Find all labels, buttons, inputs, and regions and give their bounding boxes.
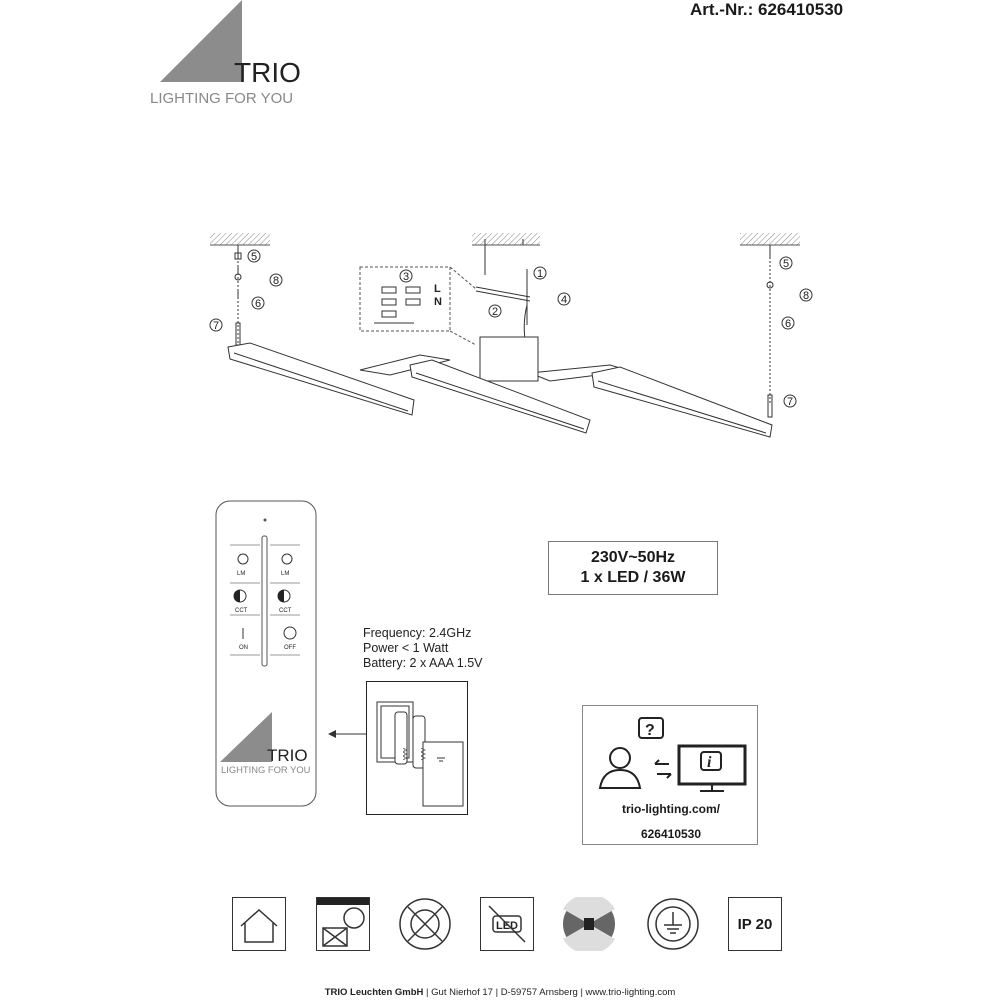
suspension-right (767, 245, 773, 417)
remote-power: Power < 1 Watt (363, 641, 449, 655)
led-spec: 1 x LED / 36W (580, 569, 686, 586)
remote-brand-tagline: LIGHTING FOR YOU (221, 764, 311, 775)
ceiling-right (740, 233, 800, 245)
info-code: 626410530 (640, 827, 702, 841)
remote-specs (363, 626, 483, 671)
step-5-left: 5 (251, 251, 258, 263)
brand-tagline: LIGHTING FOR YOU (150, 90, 294, 107)
footer-separator: | (495, 987, 499, 998)
article-number-value: 626410530 (758, 0, 844, 19)
remote-lm-up-label: LM (281, 571, 290, 577)
suspension-left (235, 245, 241, 345)
svg-text:i: i (707, 754, 712, 771)
trio-logo (150, 0, 320, 110)
indoor-use-icon (232, 897, 286, 951)
protection-class-1-icon (646, 897, 700, 951)
brand-name: TRIO (234, 57, 301, 88)
footer-address: Gut Nierhof 17 (431, 987, 493, 998)
step-2: 2 (492, 306, 499, 318)
step-1: 1 (537, 268, 544, 280)
arrow-icon (328, 728, 368, 740)
footer (0, 987, 1000, 998)
up-down-light-icon (562, 897, 616, 951)
person-icon (610, 748, 630, 768)
remote-cct-down-label: CCT (235, 608, 248, 614)
step-3: 3 (403, 271, 410, 283)
ceiling-left (210, 233, 270, 245)
ip-rating: IP 20 (737, 915, 773, 933)
step-8-right: 8 (803, 290, 810, 302)
info-url: trio-lighting.com/ (622, 802, 720, 816)
fixture-body (228, 337, 772, 437)
step-5-right: 5 (783, 258, 790, 270)
center-mount (476, 245, 530, 345)
wire-label-n: N (434, 296, 442, 308)
footer-city: D-59757 Arnsberg (500, 987, 578, 998)
step-6-right: 6 (785, 318, 792, 330)
led-not-replaceable-icon (480, 897, 534, 951)
exchange-icon (655, 760, 671, 778)
article-number-label: Art.-Nr.: (690, 0, 754, 19)
step-7-left: 7 (213, 320, 220, 332)
remote-cct-up-label: CCT (279, 608, 292, 614)
step-6-left: 6 (255, 298, 262, 310)
remote-lm-down-label: LM (237, 571, 246, 577)
battery-illustration (367, 682, 467, 814)
installation-diagram (200, 225, 820, 445)
battery-label-2: AAA (419, 748, 425, 761)
svg-text:LED: LED (496, 920, 518, 932)
step-7-right: 7 (787, 396, 794, 408)
not-covered-icon (398, 897, 452, 951)
remote-battery: Battery: 2 x AAA 1.5V (363, 656, 483, 670)
remote-brand-name: TRIO (267, 746, 308, 765)
remote-frequency: Frequency: 2.4GHz (363, 626, 472, 640)
online-info-illustration (595, 714, 755, 794)
voltage-spec: 230V~50Hz (590, 549, 676, 566)
svg-text:?: ? (645, 722, 655, 739)
ip-rating-badge (728, 897, 782, 951)
footer-separator: | (426, 987, 429, 998)
not-dimmable-icon (316, 897, 370, 951)
footer-company: TRIO Leuchten GmbH (324, 987, 424, 998)
electrical-specs (548, 541, 718, 595)
info-box (582, 705, 758, 845)
ceiling-center (472, 233, 540, 245)
wire-label-l: L (434, 283, 441, 295)
battery-compartment (366, 681, 468, 815)
step-8-left: 8 (273, 275, 280, 287)
article-number (690, 0, 843, 20)
footer-website[interactable]: www.trio-lighting.com (585, 987, 676, 998)
footer-separator: | (580, 987, 583, 998)
step-4: 4 (561, 294, 568, 306)
remote-off-label: OFF (284, 645, 296, 651)
remote-on-label: ON (239, 645, 248, 651)
battery-label-1: AAA (401, 748, 407, 761)
remote-control (215, 500, 319, 808)
